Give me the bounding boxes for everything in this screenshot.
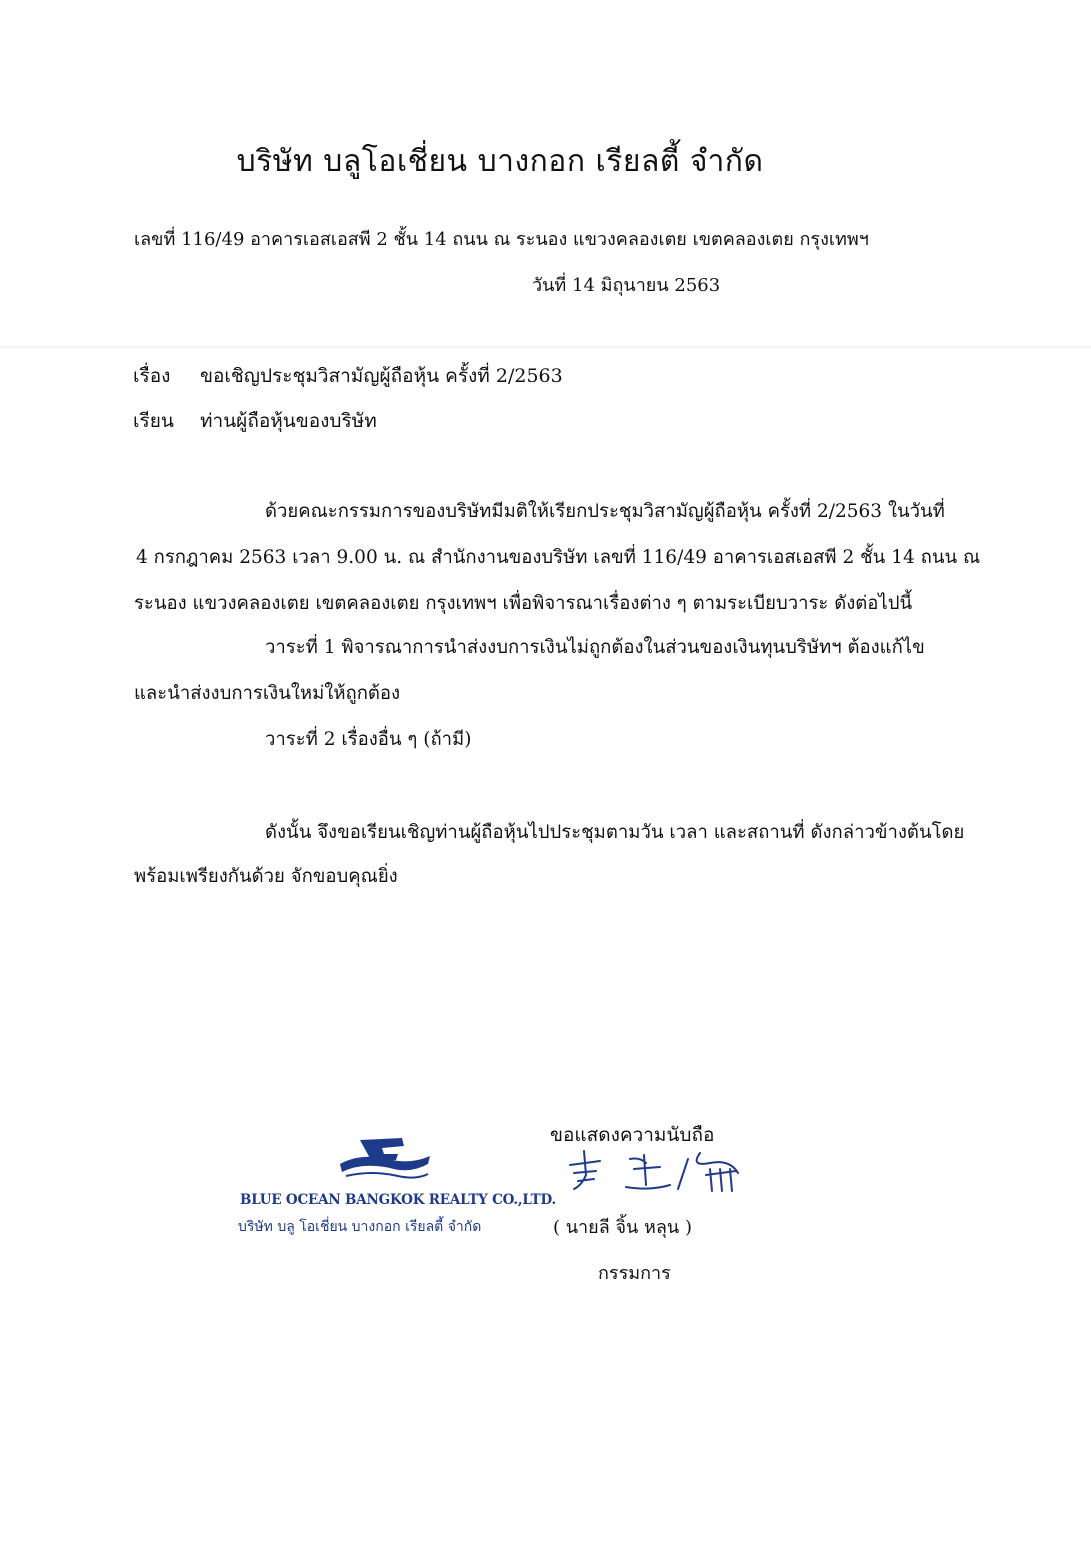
- company-logo-icon: [332, 1134, 436, 1184]
- subject-label: เรื่อง: [133, 365, 171, 387]
- seal-company-th: บริษัท บลู โอเชี่ยน บางกอก เรียลตี้ จำกัด: [238, 1219, 482, 1235]
- letter-date: วันที่ 14 มิถุนายน 2563: [532, 275, 721, 296]
- company-title: บริษัท บลูโอเชี่ยน บางกอก เรียลตี้ จำกัด: [236, 144, 764, 179]
- company-address: เลขที่ 116/49 อาคารเอสเอสพี 2 ชั้น 14 ถนน ณ ระนอง แขวงคลองเตย เขตคลองเตย กรุงเทพฯ: [134, 229, 869, 250]
- recipient-value: ท่านผู้ถือหุ้นของบริษัท: [200, 410, 377, 432]
- body-line-1: ด้วยคณะกรรมการของบริษัทมีมติให้เรียกประชุมวิสามัญผู้ถือหุ้น ครั้งที่ 2/2563 ในวันที่: [265, 501, 945, 522]
- recipient-label: เรียน: [133, 410, 174, 432]
- closing-line-1: ดังนั้น จึงขอเรียนเชิญท่านผู้ถือหุ้นไปประชุมตามวัน เวลา และสถานที่ ดังกล่าวข้างต้นโดย: [265, 822, 965, 843]
- subject-value: ขอเชิญประชุมวิสามัญผู้ถือหุ้น ครั้งที่ 2/2563: [200, 365, 563, 387]
- closing-line-2: พร้อมเพรียงกันด้วย จักขอบคุณยิ่ง: [134, 866, 398, 887]
- agenda-1-line-1: วาระที่ 1 พิจารณาการนำส่งงบการเงินไม่ถูกต้องในส่วนของเงินทุนบริษัทฯ ต้องแก้ไข: [265, 637, 925, 658]
- signatory-position: กรรมการ: [598, 1263, 671, 1284]
- seal-company-en: BLUE OCEAN BANGKOK REALTY CO.,LTD.: [240, 1192, 556, 1208]
- agenda-2: วาระที่ 2 เรื่องอื่น ๆ (ถ้ามี): [265, 729, 472, 750]
- agenda-1-line-2: และนำส่งงบการเงินใหม่ให้ถูกต้อง: [134, 683, 401, 704]
- signatory-name: ( นายลี จิ้น หลุน ): [553, 1217, 692, 1238]
- scan-line: [0, 346, 1091, 348]
- handwritten-signature: [560, 1145, 760, 1200]
- signoff-closing: ขอแสดงความนับถือ: [550, 1124, 715, 1146]
- body-line-3: ระนอง แขวงคลองเตย เขตคลองเตย กรุงเทพฯ เพื่อพิจารณาเรื่องต่าง ๆ ตามระเบียบวาระ ดังต่อไปนี้: [134, 593, 913, 614]
- body-line-2: 4 กรกฎาคม 2563 เวลา 9.00 น. ณ สำนักงานของบริษัท เลขที่ 116/49 อาคารเอสเอสพี 2 ชั้น 14 ถนน ณ: [136, 547, 981, 568]
